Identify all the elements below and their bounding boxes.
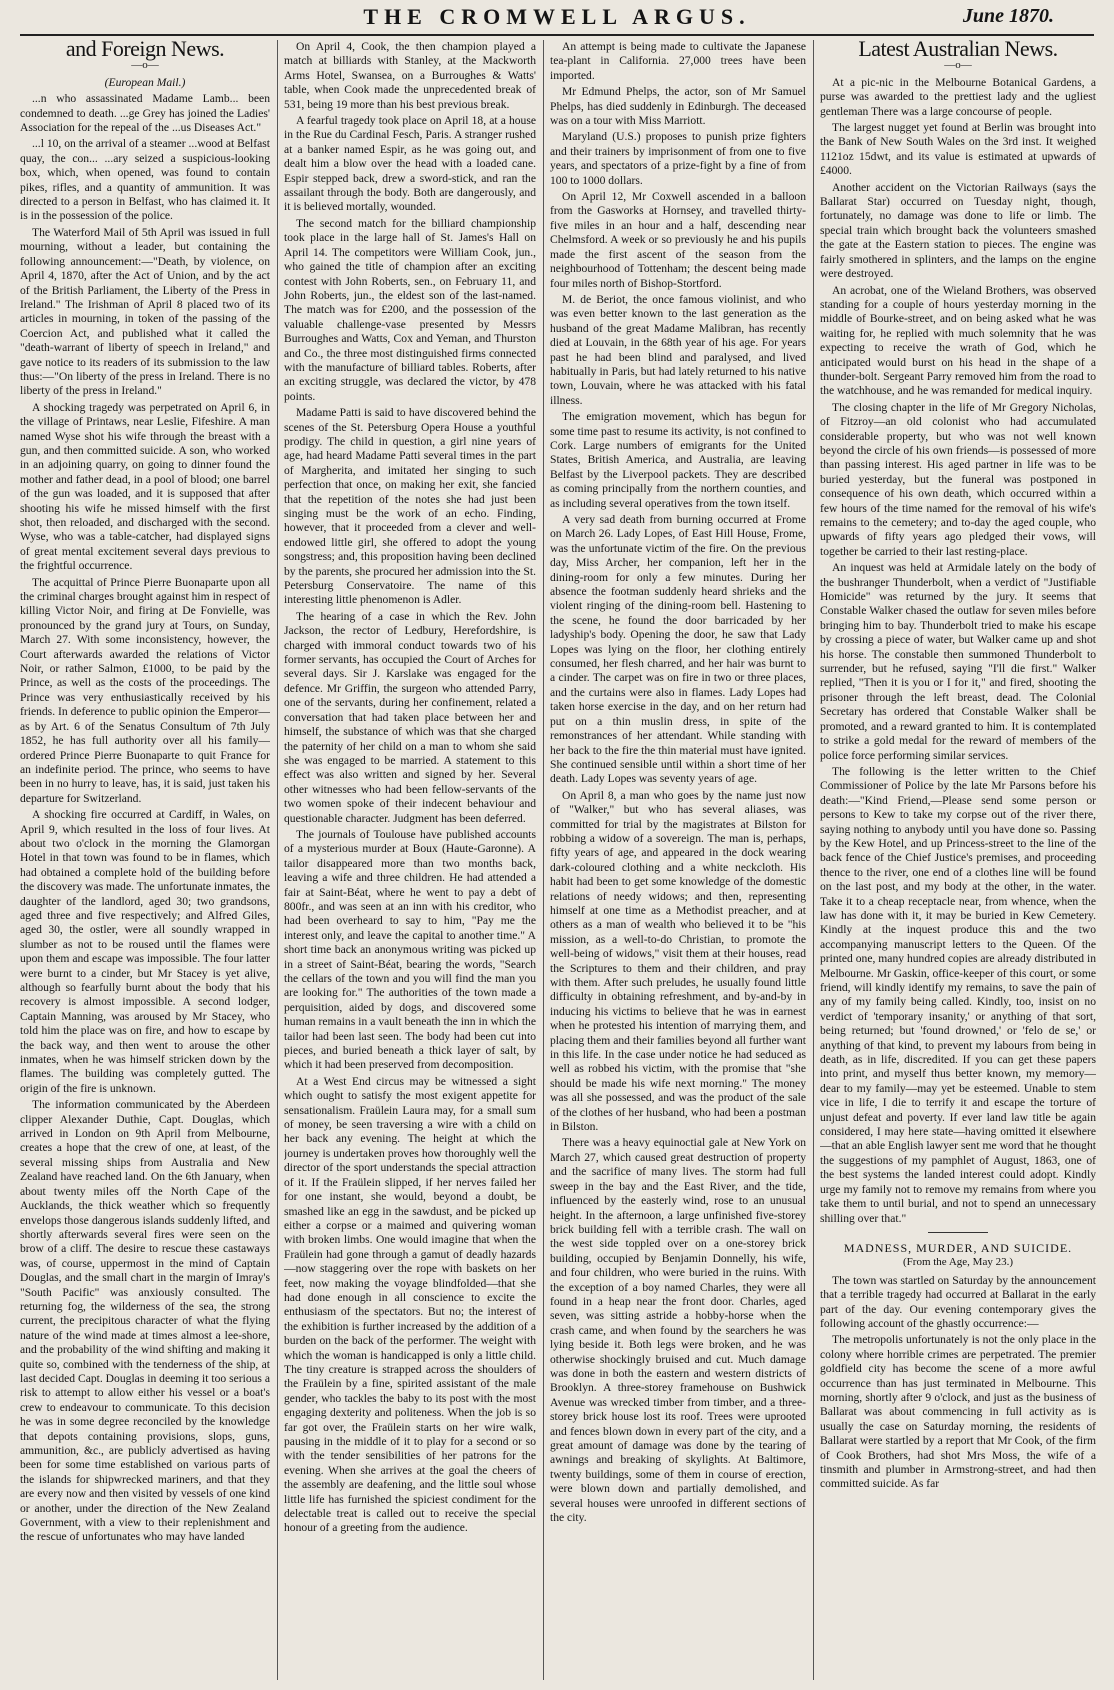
- section-rule: —o—: [131, 59, 159, 72]
- article-paragraph: A fearful tragedy took place on April 18, at a house in the Rue du Cardinal Fesch, Paris. A stranger rushed at a banker named Espir, as he was going out, and dealt him a blow over the head with a loaded cane. Espir stepped back, drew a sword-stick, and ran the assailant through the body. Both are dangerously, and it is believed mortally, wounded.: [284, 114, 536, 214]
- article-divider: [928, 1232, 988, 1233]
- article-paragraph: The emigration movement, which has begun for some time past to resume its activity, is not confined to Cork. Large numbers of emigrants for the United States, British America, and Australia, are leaving Belfast by the Liverpool packets. They are described as coming principally from the northern counties, and as including several operatives from the town itself.: [550, 410, 806, 510]
- masthead: [0, 4, 1114, 38]
- article-paragraph: An attempt is being made to cultivate the Japanese tea-plant in California. 27,000 trees have been imported.: [550, 40, 806, 82]
- article-paragraph: The closing chapter in the life of Mr Gregory Nicholas, of Fitzroy—an old colonist who had accumulated considerable property, but who was not well known beyond the circle of his own friends—is possessed of more than passing interest. His aged partner in life was to be buried yesterday, but the funeral was postponed in consequence of his own death, which occurred within a few hours of the time named for the removal of his wife's remains to the cemetery; and to-day the aged couple, who upwards of fifty years ago pledged their vows, will together be carried to their last resting-place.: [820, 400, 1096, 558]
- section-heading: Latest Australian News.: [858, 40, 1058, 61]
- article-source: (From the Age, May 23.): [903, 1256, 1013, 1269]
- article-paragraph: Madame Patti is said to have discovered behind the scenes of the St. Petersburg Opera House a youthful prodigy. The child in question, a girl nine years of age, had heard Madame Patti several times in the part of Margherita, and imitated her singing to such perfection that once, on making her exit, she fancied that the repetition of the notes she had just been singing must be the work of an echo. Finding, however, that it proceeded from a clever and well-endowed little girl, she offered to adopt the young songstress; and, this proposition having been declined by the parents, she procured her admission into the St. Petersburg Conservatoire. The name of this interesting little phenomenon is Adler.: [284, 406, 536, 607]
- article-paragraph: On April 12, Mr Coxwell ascended in a balloon from the Gasworks at Hornsey, and travelled thirty-five miles in an hour and a half, descending near Chelmsford. A week or so previously he and his pupils made the first ascent of the season from the neighbourhood of Tottenham; the descent being made four miles north of Bishop-Stortford.: [550, 190, 806, 290]
- section-rule: —o—: [944, 59, 972, 72]
- article-paragraph: The information communicated by the Aberdeen clipper Alexander Duthie, Capt. Douglas, which arrived in London on 9th April from Melbourne, creates a hope that the crew of one, at least, of the several missing ships from Australia and New Zealand have reached land. On the 6th January, when about twenty miles off the North Cape of the Aucklands, the thick weather which so frequently envelops those dangerous islands suddenly lifted, and shortly afterwards several fires were seen on the brow of a cliff. The desire to rescue these castaways was, of course, uppermost in the mind of Captain Douglas, and the small chart in the margin of Imray's "South Pacific" was anxiously consulted. The returning fog, the wilderness of the sea, the strong current, the precipitous character of what the flying nature of the wind made at times almost a lee-shore, and the probability of the wind shifting and making it quite so, combined with the tenderness of the ship, at last decided Capt. Douglas in deeming it too serious a risk to attempt to allow either his vessel or a boat's crew to endeavour to communicate. To this decision he was in some degree reconciled by the knowledge that depots containing provisions, slops, guns, ammunition, &c., are publicly advertised as having been for some time established on various parts of the islands for shipwrecked mariners, and that they are every now and then visited by vessels of one kind or another, under the direction of the New Zealand Government, with a view to their replenishment and the rescue of unfortunates who may have landed: [20, 1098, 270, 1544]
- column-1: [20, 40, 270, 1680]
- article-paragraph: At a West End circus may be witnessed a sight which ought to satisfy the most exigent appetite for sensationalism. Fraülein Laura may, for a small sum of money, be seen traversing a wire with a child on her back any evening. The height at which the journey is undertaken proves how thoroughly well the director of the sport understands the special attraction of it. If the Fraülein slipped, if her nerves failed her for one instant, she would, beyond a doubt, be smashed like an egg in the sawdust, and be picked up either a corpse or a maimed and quivering woman with broken limbs. One would imagine that when the Fraülein had gone through a gamut of deadly hazards—now staggering over the rope with baskets on her feet, now making the voyage blindfolded—that she had done enough in all conscience to excite the enthusiasm of the spectators. But no; the interest of the exhibition is further increased by the addition of a burden on the back of the performer. The weight with which the woman is handicapped is only a little child. The tiny creature is strapped across the shoulders of the Fraülein by a fine, spirited assistant of the male gender, who tackles the baby to its post with the most engaging dexterity and politeness. When the job is so far got over, the Fraülein starts on her wire walk, pausing in the middle of it to play for a second or so with the tender sensibilities of her patrons for the evening. When she arrives at the goal the cheers of the assembly are deafening, and the little soul whose little life has furnished the spiciest condiment for the delectable treat is called out to receive the special honour of a greeting from the audience.: [284, 1074, 536, 1535]
- article-paragraph: The town was startled on Saturday by the announcement that a terrible tragedy had occurred at Ballarat in the early part of the day. Our evening contemporary gives the following account of the ghastly occurrence:—: [820, 1273, 1096, 1330]
- article-paragraph: The Waterford Mail of 5th April was issued in full mourning, without a leader, but containing the following announcement:—"Death, by violence, on April 4, 1870, after the Act of Union, and by the act of the British Parliament, the Liberty of the Press in Ireland." The Irishman of April 8 placed two of its articles in mourning, in token of the passing of the Coercion Act, and published what it called the "death-warrant of liberty of speech in Ireland," and gave notice to its readers of its submission to the law thus:—"On liberty of the press in Ireland. There is no liberty of the press in Ireland.": [20, 225, 270, 398]
- article-paragraph: The hearing of a case in which the Rev. John Jackson, the rector of Ledbury, Herefordshire, is charged with immoral conduct towards two of his former servants, has occupied the Court of Arches for several days. Sir J. Karslake was engaged for the defence. Mr Griffin, the surgeon who attended Parry, one of the servants, during her confinement, related a conversation that had taken place between her and himself, the substance of which was that she charged the paternity of her child on a man to whom she said she was engaged to be married. A statement to this effect was also written and signed by her. Several other witnesses who had been fellow-servants of the two women spoke of their indecent behaviour and questionable character. Judgment has been deferred.: [284, 609, 536, 825]
- article-paragraph: On April 8, a man who goes by the name just now of "Walker," but who has several aliases, was committed for trial by the magistrates at Bilston for robbing a widow of a sovereign. The man is, perhaps, fifty years of age, and appeared in the dock wearing dark-coloured clothing and a white neckcloth. His habit had been to get some knowledge of the domestic relations of needy widows; and then, representing himself at one time as a Methodist preacher, and at others as a man of wealth who believed it to be "his mission, as a well-to-do Christian, to promote the well-being of widows," visit them at their houses, read the Scriptures to them and their children, and pray with them. After such preludes, he usually found little difficulty in obtaining refreshment, and by-and-by in inducing his victims to believe that he was in earnest when he protested his intention of marrying them, and placing them and their families beyond all further want in this life. In the case under notice he had seduced as well as robbed his victim, with the promise that "she should be made his wife next morning." The money was all she possessed, and was the product of the sale of the clothes of her husband, who had been a postman in Bilston.: [550, 788, 806, 1134]
- masthead-rule: [20, 34, 1094, 36]
- column-divider: [543, 40, 544, 1680]
- article-paragraph: The journals of Toulouse have published accounts of a mysterious murder at Boux (Haute-Garonne). A tailor disappeared more than two months back, leaving a wife and three children. He had attended a fair at Saint-Béat, where he went to pay a debt of 800fr., and was seen at an inn with his creditor, who had been overheard to say to him, "Pay me the interest only, and leave the capital to another time." A short time back an anonymous writing was picked up in a street of Saint-Béat, bearing the words, "Search the cellars of the town and you will find the man you are looking for." The authorities of the town made a perquisition, aided by dogs, and discovered some human remains in a vault beneath the inn in which the tailor had been last seen. The body had been cut into pieces, and buried beneath a thick layer of salt, by which it had been preserved from decomposition.: [284, 827, 536, 1072]
- article-paragraph: A shocking tragedy was perpetrated on April 6, in the village of Printaws, near Leslie, Fifeshire. A man named Wyse shot his wife through the breast with a gun, and then committed suicide. A son, who worked in an adjoining quarry, on going to dinner found the mother and father dead, in a pool of blood; one barrel of the gun was loaded, and it is supposed that after shooting his wife he missed himself with the first shot, then reloaded, and discharged with the second. Wyse, who was a table-catcher, had displayed signs of great mental excitement several days previous to the frightful occurrence.: [20, 400, 270, 573]
- masthead-date: June 1870.: [962, 5, 1054, 27]
- article-paragraph: ...n who assassinated Madame Lamb... been condemned to death. ...ge Grey has joined the Ladies' Association for the repeal of the ...us Diseases Act.": [20, 92, 270, 135]
- article-paragraph: The second match for the billiard championship took place in the large hall of St. James's Hall on April 14. The competitors were William Cook, jun., who gained the title of champion after an exciting contest with John Roberts, sen., on February 11, and John Roberts, jun., the eldest son of the last-named. The match was for £200, and the possession of the valuable challenge-vase presented by Messrs Burroughes and Watts, Cox and Yeman, and Thurston and Co., the three most distinguished firms connected with the manufacture of billiard tables. Roberts, after an exciting struggle, was declared the victor, by 478 points.: [284, 216, 536, 403]
- article-paragraph: On April 4, Cook, the then champion played a match at billiards with Stanley, at the Mackworth Arms Hotel, Swansea, on a Burroughes & Watts' table, when Cook made the unprecedented break of 531, being 19 more than his best previous break.: [284, 40, 536, 111]
- article-paragraph: The following is the letter written to the Chief Commissioner of Police by the late Mr Parsons before his death:—"Kind Friend,—Please send some person or persons to Kew to take my corpse out of the river there, saying nothing to anybody until you have done so. Passing by the Kew Hotel, and up Princess-street to the line of the back fence of the Chief Justice's premises, and proceeding thence to the river, one end of a clothes line will be found on the last post, and my body at the other, in the water. Take it to a cheap receptacle near, from whence, when the law has done with it, it may be buried in Kew Cemetery. Kindly at the inquest produce this and the two accompanying manuscript letters to the Queen. Of the printed one, many hundred copies are already distributed in Melbourne. Mr Gaskin, office-keeper of this court, or some friend, will kindly identify my remains, to save the pain of any of my family being called. Kindly, too, insist on no verdict of 'temporary insanity,' or anything of that sort, being returned; but 'found drowned,' or 'felo de se,' or anything of that kind, to prevent my labours from being in death, as in life, discredited. If you can get these papers into print, and myself thus better known, my memory—dear to my family—may yet be esteemed. Unable to stem vice in life, I die to terrify it and escape the torture of unjust defeat and poverty. If ever land law title be again considered, I may here state—having omitted it elsewhere—that an able English lawyer sent me word that he thought the suggestions of my pamphlet of August, 1863, one of the best systems the landed interest could adopt. Kindly urge my family not to remove my remains from where you take them to until burial, and not to spend an unnecessary shilling over that.": [820, 764, 1096, 1225]
- article-paragraph: An acrobat, one of the Wieland Brothers, was observed standing for a couple of hours yesterday morning in the middle of Bourke-street, and on being asked what he was waiting for, he replied with much solemnity that he was expecting to receive the wrath of God, which he anticipated would burst on his head in the shape of a thunder-bolt. Sergeant Parry removed him from the road to the watchhouse, and he was remanded for medical inquiry.: [820, 283, 1096, 398]
- article-paragraph: ...l 10, on the arrival of a steamer ...wood at Belfast quay, the con... ...ary seized a suspicious-looking box, which, when opened, was found to contain pikes, rifles, and a quantity of ammunition. It was directed to a person in Belfast, who has claimed it. It is in the possession of the police.: [20, 137, 270, 223]
- article-paragraph: Another accident on the Victorian Railways (says the Ballarat Star) occurred on Tuesday night, though, fortunately, no damage was done to life or limb. The special train which brought back the volunteers smashed the gate at the Eastern station to pieces. The engine was fairly smothered in splinters, and the lamps on the engine were destroyed.: [820, 180, 1096, 281]
- section-heading: and Foreign News.: [65, 40, 225, 61]
- article-paragraph: There was a heavy equinoctial gale at New York on March 27, which caused great destruction of property and the sacrifice of many lives. The storm had full sweep in the bay and the East River, and the tide, influenced by the easterly wind, rose to an unusual height. In the afternoon, a large unfinished five-storey brick building fell with a terrible crash. The wall on the west side toppled over on a one-storey brick building, occupied by Benjamin Donnelly, his wife, and four children, who were buried in the ruins. With the exception of a boy named Charles, they were all found in a heap near the front door. Charles, aged seven, was sitting astride a hobby-horse when the crash came, and when found by the searchers he was lying beside it. Both legs were broken, and he was otherwise shockingly bruised and cut. Much damage was done in both the eastern and western districts of Brooklyn. A three-storey framehouse on Bushwick Avenue was wrecked timber from timber, and a three-storey brick house lost its roof. Trees were uprooted and fences blown down in every part of the city, and a great amount of damage was done by the tearing of awnings and breaking of skylights. At Baltimore, twenty buildings, some of them in course of erection, were blown down and partially demolished, and several houses were unroofed in different sections of the city.: [550, 1136, 806, 1525]
- article-paragraph: Maryland (U.S.) proposes to punish prize fighters and their trainers by imprisonment of from one to five years, and spectators of a prize-fight by a fine of from 100 to 1000 dollars.: [550, 130, 806, 187]
- article-paragraph: The metropolis unfortunately is not the only place in the colony where horrible crimes are perpetrated. The premier goldfield city has become the scene of a more awful occurrence than has just terminated in Melbourne. This morning, shortly after 9 o'clock, and just as the business of Ballarat was about commencing in full activity as is usually the case on Saturday morning, the residents of Ballarat were startled by a report that Mr Cook, of the firm of Cook Brothers, had shot Mrs Moss, the wife of a tinsmith and plumber in Armstrong-street, and had then committed suicide. As far: [820, 1333, 1096, 1491]
- column-4: [820, 40, 1096, 1680]
- article-paragraph: At a pic-nic in the Melbourne Botanical Gardens, a purse was awarded to the prettiest lady and the ugliest gentleman There was a large concourse of people.: [820, 75, 1096, 118]
- masthead-title: THE CROMWELL ARGUS.: [363, 4, 751, 29]
- column-2: [284, 40, 536, 1680]
- column-3: [550, 40, 806, 1680]
- column-divider: [277, 40, 278, 1680]
- article-paragraph: The acquittal of Prince Pierre Buonaparte upon all the criminal charges brought against him in respect of killing Victor Noir, and firing at De Fonvielle, was pronounced by the grand jury at Tours, on Sunday, March 27. With some inconsistency, however, the Court afterwards awarded the relations of Victor Noir, or rather Salmon, £1000, to be paid by the Prince, as well as the costs of the proceedings. The Prince was very enthusiastically received by his friends. In deference to public opinion the Emperor—as by Art. 6 of the Senatus Consultum of 7th July 1852, he has full authority over all his family—ordered Prince Pierre Buonaparte to quit France for an indefinite period. The prince, who seems to have been in no hurry to leave, has, it is said, just taken his departure for Switzerland.: [20, 575, 270, 805]
- article-paragraph: A very sad death from burning occurred at Frome on March 26. Lady Lopes, of East Hill House, Frome, was the unfortunate victim of the fire. On the previous day, Miss Archer, her companion, left her in the dining-room for only a few minutes. During her absence the footman suddenly heard shrieks and the violent ringing of the dining-room bell. Hastening to the scene, he found the door barricaded by her ladyship's body. Opening the door, he saw that Lady Lopes was lying on the floor, her clothing entirely consumed, her flesh charred, and her hair was burnt to a cinder. The carpet was on fire in two or three places, and the curtains were also in flames. Lady Lopes had taken horse exercise in the day, and on her return had put on a thin muslin dress, in spite of the remonstrances of her attendant. While standing with her back to the fire the thin material must have ignited. She continued sensible until within a short time of her death. Lady Lopes was seventy years of age.: [550, 513, 806, 786]
- article-paragraph: Mr Edmund Phelps, the actor, son of Mr Samuel Phelps, has died suddenly in Edinburgh. The deceased was on a tour with Miss Marriott.: [550, 85, 806, 128]
- article-paragraph: The largest nugget yet found at Berlin was brought into the Bank of New South Wales on the 3rd inst. It weighed 1121oz 15dwt, and its value is estimated at upwards of £4000.: [820, 121, 1096, 178]
- column-divider: [813, 40, 814, 1680]
- article-paragraph: M. de Beriot, the once famous violinist, and who was even better known to the last generation as the husband of the great Madame Malibran, has recently died at Louvain, in the 68th year of his age. For years past he had been blind and paralysed, and lived habitually in Paris, but had lately returned to his native town, Louvain, where he was attacked with his fatal illness.: [550, 292, 806, 407]
- article-paragraph: An inquest was held at Armidale lately on the body of the bushranger Thunderbolt, when a verdict of "Justifiable Homicide" was returned by the jury. It seems that Constable Walker chased the outlaw for seven miles before bringing him to bay. Thunderbolt tried to make his escape by crossing a piece of water, but Walker came up and shot his horse. The constable then summoned Thunderbolt to surrender, but he refused, saying "I'll die first." Walker replied, "Then it is you or I for it," and fired, shooting the prisoner through the left breast, dead. The Colonial Secretary has ordered that Constable Walker shall be promoted, and a reward granted to him. It is contemplated to strike a gold medal for the reward of members of the police force performing similar services.: [820, 561, 1096, 762]
- article-paragraph: A shocking fire occurred at Cardiff, in Wales, on April 9, which resulted in the loss of four lives. At about two o'clock in the morning the Glamorgan Hotel in that town was found to be in flames, which had obtained a complete hold of the building before the discovery was made. The unfortunate inmates, the daughter of the landlord, aged 30; two grandsons, aged three and five respectively; and Alfred Giles, aged 30, the ostler, were all soundly wrapped in slumber as not to be roused until the flames were upon them and escape was impossible. The four latter were burnt to a cinder, but Mr Stacey is yet alive, although so fearfully burnt about the body that his recovery is almost impossible. A second lodger, Captain Manning, was aroused by Mr Stacey, who told him the place was on fire, and how to escape by the back way, and then went to arouse the other inmates, when he was himself stricken down by the flames. The building was completely gutted. The origin of the fire is unknown.: [20, 808, 270, 1095]
- section-source: (European Mail.): [104, 75, 186, 89]
- article-heading: MADNESS, MURDER, AND SUICIDE.: [843, 1240, 1073, 1255]
